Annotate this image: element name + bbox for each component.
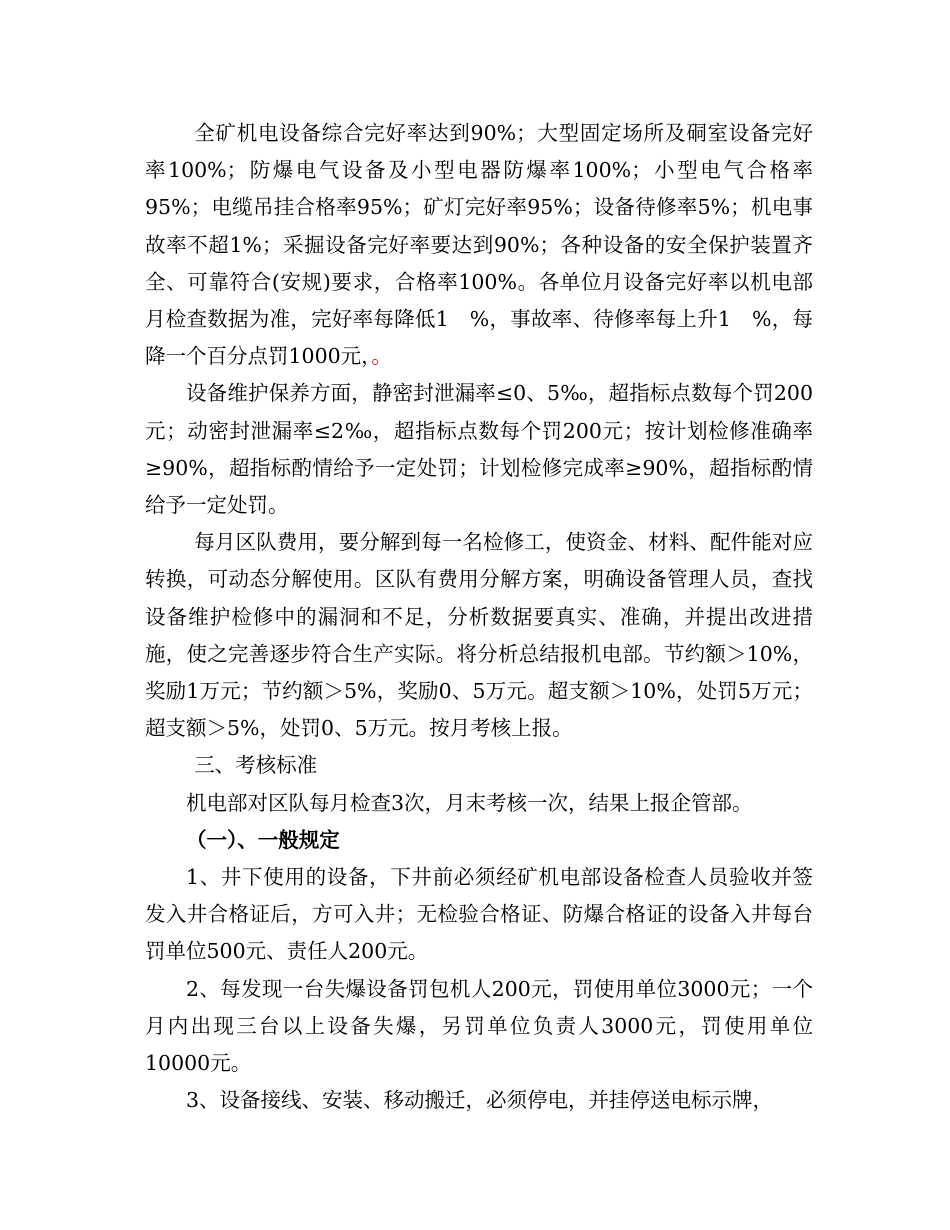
paragraph-inspection-frequency: 机电部对区队每月检查3次，月末考核一次，结果上报企管部。 [186,790,753,815]
list-item-2: 2、每发现一台失爆设备罚包机人200元，罚使用单位3000元；一个月内出现三台以上设备失爆，另罚单位负责人3000元，罚使用单位10000元。 [145,976,813,1076]
sub-heading-general-rules: （一）、一般规定 [186,827,340,852]
paragraph-maintenance [145,375,813,524]
paragraph-team-costs [145,524,813,747]
red-period-mark: 。 [371,344,392,369]
list-item-3: 3、设备接线、安装、移动搬迁，必须停电，并挂停送电标示牌， [186,1088,774,1113]
paragraph-equipment-rates-text: 全矿机电设备综合完好率达到90%；大型固定场所及硐室设备完好率100%；防爆电气设备及小型电器防爆率100%；小型电气合格率95%；电缆吊挂合格率95%；矿灯完好率95%；设备待修率5%；机电事故率不超1%；采掘设备完好率要达到90%；各种设备的安全保护装置齐全、可靠符合(安规)要求，合格率100%。各单位月设备完好率以机电部月检查数据为准，完好率每降低1 %，事故率、待修率每上升1 %，每降一个百分点罚1000元， [145,121,813,369]
paragraph-equipment-rates [145,115,813,375]
list-item-1: 1、井下使用的设备，下井前必须经矿机电部设备检查人员验收并签发入井合格证后，方可入井；无检验合格证、防爆合格证的设备入井每台罚单位500元、责任人200元。 [145,865,813,964]
section-heading-assessment-standards: 三、考核标准 [194,753,318,778]
paragraph-maintenance-text: 设备维护保养方面，静密封泄漏率≤0、5‰，超指标点数每个罚200元；动密封泄漏率≤2‰，超指标点数每个罚200元；按计划检修准确率≥90%，超指标酌情给予一定处罚；计划检修完成率≥90%，超指标酌情给予一定处罚。 [145,381,813,518]
paragraph-team-costs-text: 每月区队费用，要分解到每一名检修工，使资金、材料、配件能对应转换，可动态分解使用。区队有费用分解方案，明确设备管理人员，查找设备维护检修中的漏洞和不足，分析数据要真实、准确，并提出改进措施，使之完善逐步符合生产实际。将分析总结报机电部。节约额＞10%，奖励1万元；节约额＞5%，奖励0、5万元。超支额＞10%，处罚5万元；超支额＞5%，处罚0、5万元。按月考核上报。 [145,530,813,741]
document-body [145,115,813,1119]
